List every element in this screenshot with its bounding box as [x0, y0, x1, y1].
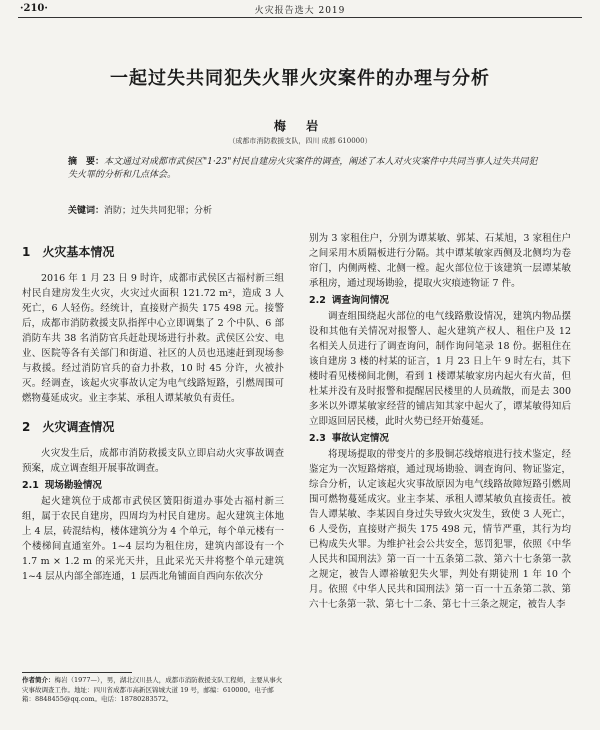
- footnote-text: 梅岩（1977—），男，湖北汉川县人，成都市消防救援支队工程师，主要从事火灾事故调查工作。地址：四川省成都市高新区锦城大道 19 号，邮编：610000。电子邮箱：8848455@qq.com。电话：18780283572。: [22, 676, 283, 703]
- author-footnote: [22, 672, 284, 705]
- paragraph: 起火建筑位于成都市武侯区簧阳街道办事处古福村新三组，属于农民自建房，四周均为村民自建房。起火建筑主体地上 4 层，砖混结构，楼体建筑分为 4 个单元，每个单元楼有一个楼梯间直通室外。1~4 层均为租住房，建筑内部设有一个 1.7 m × 1.2 m 的采光天井，且此采光天井将整个单元建筑 1~4 层从内部全部连通，1 层西北角铺面自西向东依次分: [22, 496, 284, 582]
- left-column: [22, 231, 284, 584]
- abstract-text: 本文通过对成都市武侯区"1·23"村民自建房火灾案件的调查，阐述了本人对火灾案件中共同当事人过失共同犯失火罪的分析和几点体会。: [68, 157, 538, 180]
- paragraph: 2016 年 1 月 23 日 9 时许，成都市武侯区古福村新三组村民自建房发生火灾，火灾过火面积 121.72 m²，造成 3 人死亡，6 人轻伤。经统计，直接财产损失 175 498 元。接警后，成都市消防救援支队指挥中心立即调集了 2 个中队、6 部消防车共 38 名消防官兵赶赴现场进行扑救。武侯区公安、电业、医院等各有关部门和街道、社区的人员也迅速赶到现场参与救援。经过消防官兵的奋力扑救，10 时 45 分许，火被扑灭。经调查，该起火灾事故认定为电气线路短路，引燃周围可燃物蔓延成灾。业主李某、承租人谭某敏负有责任。: [22, 273, 284, 404]
- author: 梅 岩: [273, 119, 327, 133]
- footnote-label: 作者简介：: [22, 676, 55, 684]
- right-column: [309, 231, 571, 612]
- paragraph: 调查组围绕起火部位的电气线路敷设情况，建筑内物品摆设和其他有关情况对报警人、起火建筑产权人、租住户及 12 名相关人员进行了调查询问，制作询问笔录 18 份。据租住在该自建房 3 楼的村某的证言，1 月 23 日上午 9 时左右，其下楼时看见楼梯间北侧，看到 1 楼谭某敏家房内起火有火苗，但杜某并没有及时报警和提醒居民楼里的人员疏散，而是去 300 多米以外谭某敏家经营的铺店知其家中起火了，谭某敏得知后立即返回居民楼，此时火势已经开始蔓延。: [309, 311, 571, 427]
- paragraph: 火灾发生后，成都市消防救援支队立即启动火灾事故调查预案，成立调查组开展事故调查。: [22, 448, 284, 474]
- article-title: 一起过失共同犯失火罪火灾案件的办理与分析: [110, 68, 490, 89]
- keywords: [68, 203, 542, 216]
- keywords-label: 关键词：: [68, 206, 105, 216]
- journal-name: 火灾报告选大 2019: [254, 6, 346, 16]
- subsection-heading: 2.3 事故认定情况: [309, 433, 389, 444]
- section-heading: 1 火灾基本情况: [22, 245, 115, 259]
- header-rule: [18, 17, 582, 18]
- keywords-text: 消防；过失共同犯罪；分析: [104, 206, 213, 216]
- abstract-label: 摘 要：: [68, 157, 105, 167]
- affiliation: （成都市消防救援支队，四川 成都 610000）: [228, 137, 372, 145]
- page-header: [0, 0, 600, 20]
- subsection-heading: 2.1 现场勘验情况: [22, 480, 102, 491]
- paragraph: 将现场提取的带变片的多股铜芯线熔痕进行技术鉴定，经鉴定为一次短路熔痕，通过现场勘验、调查询问、物证鉴定，综合分析，认定该起火灾事故原因为电气线路故障短路引燃周围可燃物蔓延成灾。业主李某、承租人谭某敏负直接责任。被告人谭某敏、李某因自身过失导致火灾发生，致使 3 人死亡，6 人受伤，直接财产损失 175 498 元，情节严重，其行为均已构成失火罪。为维护社会公共安全，惩罚犯罪，依照《中华人民共和国刑法》第一百一十五条第二款、第六十七条第一款之规定，被告人谭裕敏犯失火罪，判处有期徒刑 1 年 10 个月。依照《中华人民共和国刑法》第一百一十五条第二款、第六十七条第一款、第七十二条、第七十三条之规定，被告人李: [309, 449, 571, 610]
- section-heading: 2 火灾调查情况: [22, 420, 115, 434]
- page-number: ·210·: [20, 3, 48, 14]
- subsection-heading: 2.2 调查询问情况: [309, 295, 389, 306]
- footnote-rule: [22, 672, 132, 673]
- paragraph: 别为 3 家租住户，分别为谭某敏、郭某、石某旭，3 家租住户之间采用木质隔板进行分隔。其中谭某敏家西侧及北侧均为卷帘门，内侧两樘、北侧一樘。起火部位位于该建筑一层谭某敏承租房，通过现场勘验，提取火灾痕迹物证 7 件。: [309, 233, 571, 289]
- abstract: [68, 156, 542, 182]
